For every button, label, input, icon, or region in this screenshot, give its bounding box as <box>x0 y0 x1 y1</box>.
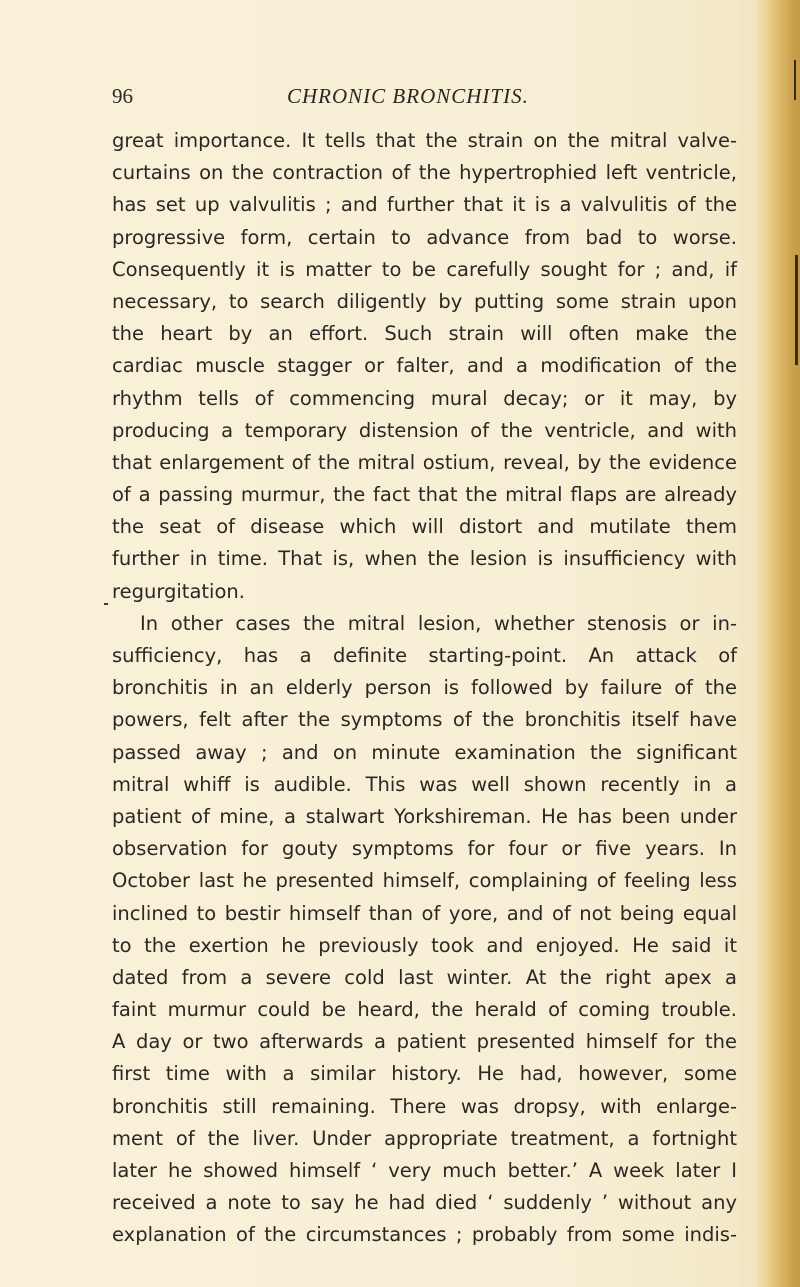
text-line: explanation of the circumstances ; probably from some indis- <box>112 1223 737 1247</box>
text-line: patient of mine, a stalwart Yorkshireman. He has been under <box>112 804 737 828</box>
page-number: 96 <box>112 84 133 108</box>
text-line: powers, felt after the symptoms of the bronchitis itself have <box>112 708 737 732</box>
text-line: curtains on the contraction of the hypertrophied left ventricle, <box>112 161 737 185</box>
text-line: has set up valvulitis ; and further that it is a valvulitis of the <box>112 193 737 217</box>
page-edge-mark <box>794 60 796 100</box>
text-line: In other cases the mitral lesion, whether stenosis or in- <box>140 611 737 635</box>
text-line: further in time. That is, when the lesion is insufficiency with <box>112 547 737 571</box>
page-header <box>112 84 712 114</box>
text-line: Consequently it is matter to be carefully sought for ; and, if <box>112 257 737 281</box>
running-title: CHRONIC BRONCHITIS. <box>287 84 529 108</box>
text-line: dated from a severe cold last winter. At the right apex a <box>112 965 737 989</box>
text-line: that enlargement of the mitral ostium, reveal, by the evidence <box>112 450 737 474</box>
text-line: bronchitis still remaining. There was dropsy, with enlarge- <box>112 1094 737 1118</box>
text-line: received a note to say he had died ‘ suddenly ’ without any <box>112 1191 737 1215</box>
text-line: observation for gouty symptoms for four or five years. In <box>112 837 737 861</box>
text-line: inclined to bestir himself than of yore, and of not being equal <box>112 901 737 925</box>
text-line: passed away ; and on minute examination the significant <box>112 740 737 764</box>
text-line: A day or two afterwards a patient presented himself for the <box>112 1030 737 1054</box>
text-line: faint murmur could be heard, the herald of coming trouble. <box>112 998 737 1022</box>
page-edge-shadow <box>756 0 800 1287</box>
page-edge-mark <box>795 255 798 365</box>
text-line: the heart by an effort. Such strain will often make the <box>112 322 737 346</box>
text-line: great importance. It tells that the strain on the mitral valve- <box>112 129 737 152</box>
text-line: necessary, to search diligently by putting some strain upon <box>112 289 737 313</box>
text-line: sufficiency, has a definite starting-point. An attack of <box>112 644 737 667</box>
text-line: regurgitation. <box>112 579 245 603</box>
text-line: later he showed himself ‘ very much better.’ A week later I <box>112 1159 737 1182</box>
text-line: bronchitis in an elderly person is followed by failure of the <box>112 676 737 700</box>
text-line: cardiac muscle stagger or falter, and a modification of the <box>112 354 737 378</box>
text-line: rhythm tells of commencing mural decay; or it may, by <box>112 386 737 410</box>
text-line: of a passing murmur, the fact that the mitral flaps are already <box>112 483 737 507</box>
text-line: October last he presented himself, complaining of feeling less <box>112 869 737 893</box>
text-line: mitral whiff is audible. This was well shown recently in a <box>112 772 737 796</box>
text-line: ment of the liver. Under appropriate treatment, a fortnight <box>112 1126 737 1150</box>
text-line: to the exertion he previously took and enjoyed. He said it <box>112 933 737 957</box>
margin-mark <box>104 603 108 605</box>
text-line: the seat of disease which will distort and mutilate them <box>112 515 737 539</box>
text-line: progressive form, certain to advance from bad to worse. <box>112 225 737 249</box>
text-line: first time with a similar history. He had, however, some <box>112 1062 737 1086</box>
body-text <box>112 125 737 1252</box>
text-line: producing a temporary distension of the ventricle, and with <box>112 418 737 442</box>
